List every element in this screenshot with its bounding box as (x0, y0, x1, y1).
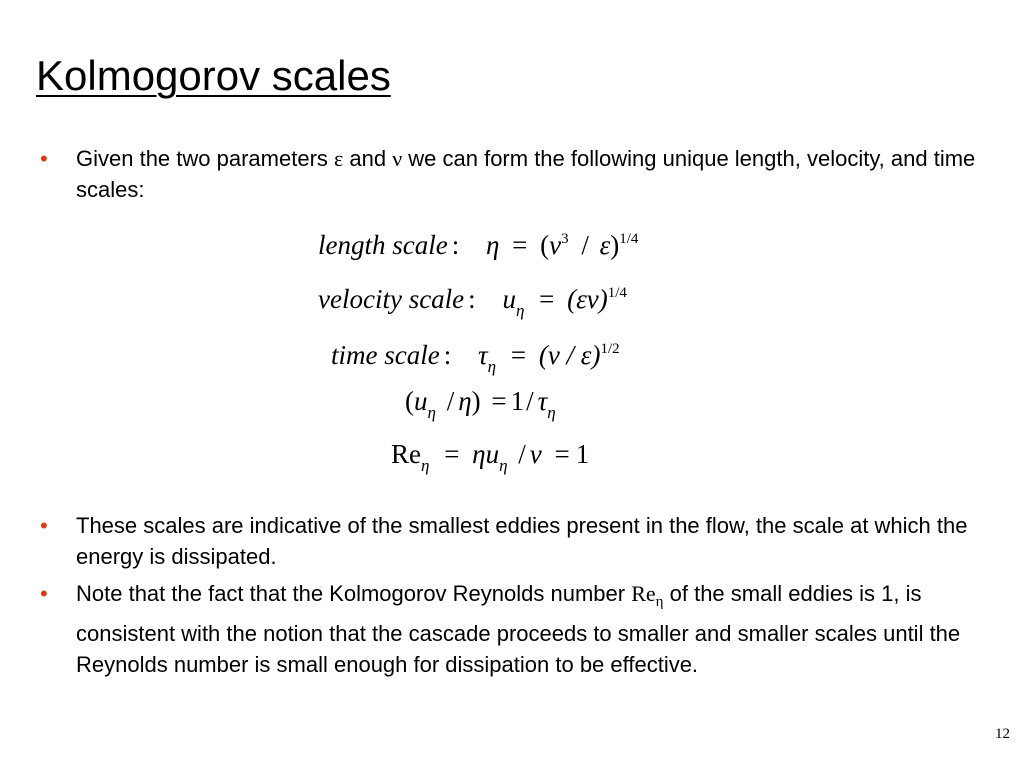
bullet-marker: • (40, 581, 48, 606)
bullet-marker: • (40, 513, 48, 538)
epsilon-symbol: ε (334, 146, 344, 171)
bullet-text: Note that the fact that the Kolmogorov Reynolds number $Re_\eta$ of the small eddies is 1, is consistent with the notion that the cascade proceeds to smaller and smaller scales until the Reynolds number is small enough for dissipation to be effective. (76, 581, 961, 677)
bullet-text: Given the two parameters ε and ν we can form the following unique length, velocity, and time scales: (76, 146, 976, 202)
slide-title: Kolmogorov scales (36, 52, 391, 99)
velocity-scale-equation: velocity scale : $u_\eta = (\varepsilon\nu)^{1/4}$ (318, 284, 627, 320)
length-scale-equation: length scale : $\eta = (\nu^3 / \varepsilon)^{1/4}$ (318, 230, 639, 260)
equation-label: time scale (331, 340, 440, 370)
page-number: 12 (995, 726, 1010, 742)
reynolds-equation: $Re_\eta = \eta u_\eta / \nu = 1$ (391, 439, 590, 475)
bullet-text: These scales are indicative of the smallest eddies present in the flow, the scale at which the energy is dissipated. (76, 513, 968, 569)
equation-label: length scale (318, 230, 448, 260)
reynolds-symbol: $Re_\eta$ (631, 581, 664, 610)
equation-label: velocity scale (318, 284, 465, 314)
nu-symbol: ν (392, 146, 403, 171)
ratio-equation: $(u_\eta / \eta) = 1/$ $\tau_\eta$ (405, 386, 556, 422)
time-scale-equation: time scale : $\tau_\eta = (\nu / \varepsilon)^{1/2}$ (331, 340, 620, 376)
bullet-marker: • (40, 146, 48, 171)
